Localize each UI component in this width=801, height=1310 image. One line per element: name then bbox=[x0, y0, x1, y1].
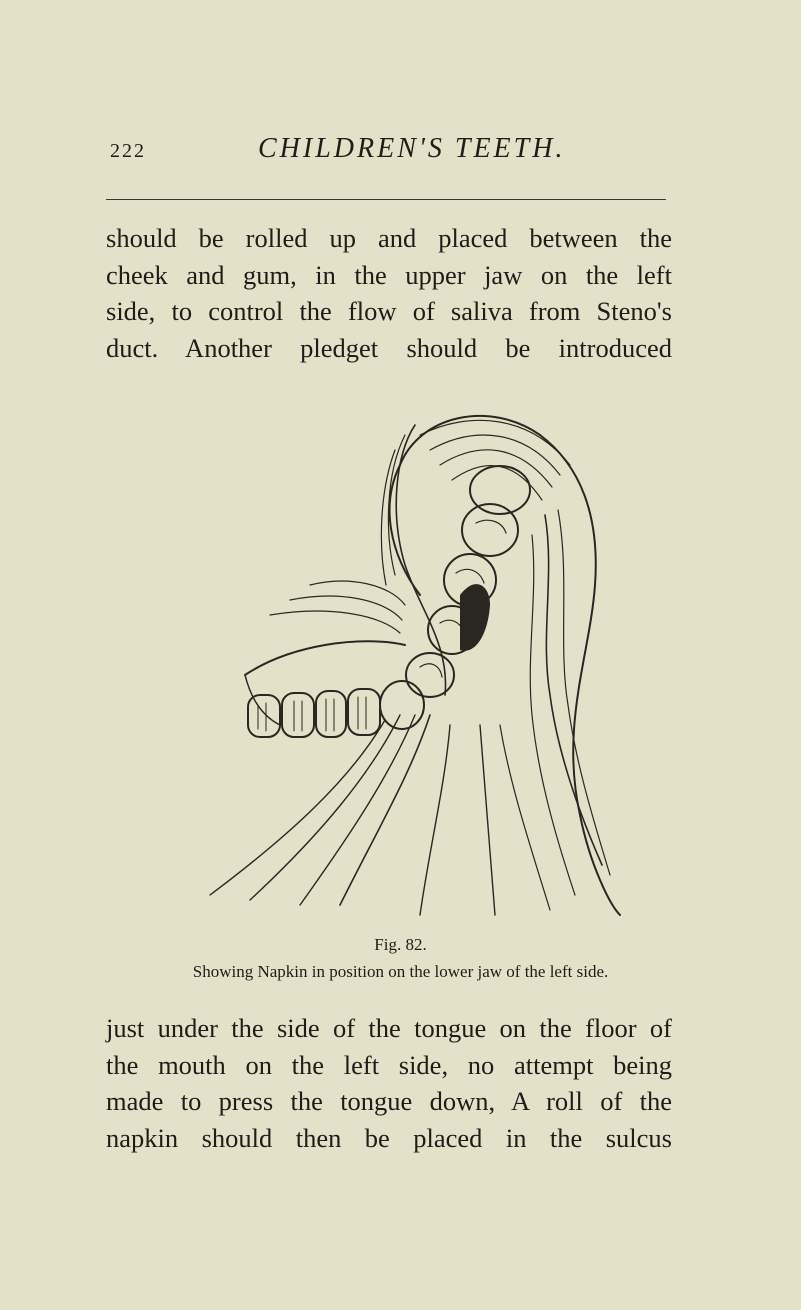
tooth bbox=[316, 691, 346, 737]
page-number: 222 bbox=[110, 140, 146, 162]
tooth bbox=[248, 695, 280, 737]
figure-caption: Showing Napkin in position on the lower jaw of the left side. bbox=[192, 962, 609, 981]
text-line: made to press the tongue down, A roll of the bbox=[106, 1086, 672, 1116]
tooth bbox=[406, 653, 454, 697]
header-rule bbox=[106, 199, 666, 200]
figure-label: Fig. 82. bbox=[374, 935, 427, 954]
paragraph-bottom bbox=[106, 1010, 672, 1156]
napkin-outline bbox=[390, 465, 420, 595]
napkin-shadow bbox=[460, 584, 490, 651]
text-line: cheek and gum, in the upper jaw on the left bbox=[106, 259, 672, 290]
text-line: just under the side of the tongue on the floor of bbox=[106, 1013, 672, 1043]
text-line: duct. Another pledget should be introduced bbox=[106, 332, 672, 363]
running-head: CHILDREN'S TEETH. bbox=[258, 133, 566, 164]
text-line: napkin should then be placed in the sulcus bbox=[106, 1122, 672, 1153]
text-line: side, to control the flow of saliva from Steno's bbox=[106, 296, 672, 326]
tooth bbox=[282, 693, 314, 737]
figure-illustration-napkin-lower-jaw bbox=[190, 395, 630, 935]
paragraph-top bbox=[106, 220, 672, 366]
text-line: should be rolled up and placed between the bbox=[106, 223, 672, 253]
tooth bbox=[470, 466, 530, 514]
tooth bbox=[348, 689, 380, 735]
tooth bbox=[380, 681, 424, 729]
text-line: the mouth on the left side, no attempt being bbox=[106, 1049, 672, 1080]
